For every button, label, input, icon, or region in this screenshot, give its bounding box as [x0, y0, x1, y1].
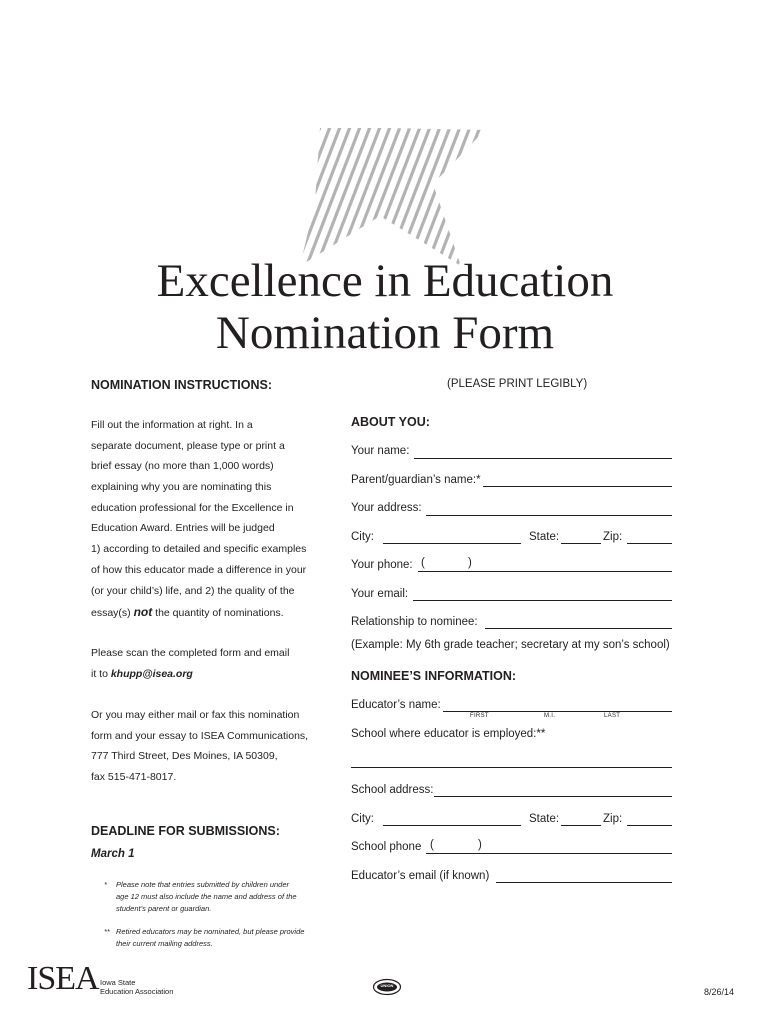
- parent-name-label: Parent/guardian’s name:*: [351, 474, 481, 486]
- educator-name-label: Educator’s name:: [351, 699, 441, 711]
- note-line: Please note that entries submitted by children under: [116, 880, 290, 889]
- parent-name-field[interactable]: [483, 486, 672, 487]
- city-field[interactable]: [383, 543, 521, 544]
- org-line: Education Association: [100, 986, 174, 996]
- school-address-field[interactable]: [434, 796, 672, 797]
- your-phone-field[interactable]: [418, 571, 672, 572]
- city-label: City:: [351, 531, 374, 543]
- mail-line: fax 515-471-8017.: [91, 771, 177, 784]
- phone-paren-open: (: [421, 557, 425, 569]
- your-address-label: Your address:: [351, 502, 422, 514]
- instruction-line: brief essay (no more than 1,000 words): [91, 460, 274, 473]
- mail-instructions: [91, 710, 308, 793]
- scan-line-email: [91, 669, 289, 690]
- instruction-line: education professional for the Excellence in: [91, 501, 294, 514]
- your-name-field[interactable]: [414, 458, 672, 459]
- note-line: their current mailing address.: [116, 939, 213, 948]
- star-logo-graphic: [275, 66, 485, 266]
- instruction-line: (or your child’s) life, and 2) the quality of the: [91, 584, 295, 597]
- instruction-line: Fill out the information at right. In a: [91, 419, 253, 431]
- educator-email-label: Educator’s email (if known): [351, 870, 490, 882]
- note-children: [116, 879, 316, 915]
- school-phone-paren-open: (: [430, 839, 434, 851]
- note-children-mark: *: [104, 880, 107, 889]
- deadline-date: March 1: [91, 848, 135, 860]
- about-you-heading: ABOUT YOU:: [351, 415, 430, 429]
- your-email-label: Your email:: [351, 588, 409, 600]
- school-city-field[interactable]: [383, 825, 521, 826]
- instruction-text: essay(s): [91, 607, 134, 620]
- educator-name-field[interactable]: [443, 711, 672, 712]
- school-zip-field[interactable]: [627, 825, 672, 826]
- emphasis-not: not: [133, 605, 153, 620]
- mail-line: Or you may either mail or fax this nomination: [91, 709, 300, 721]
- isea-org-name: [100, 979, 173, 996]
- note-retired-mark: **: [104, 927, 110, 936]
- instruction-line: explaining why you are nominating this: [91, 481, 272, 494]
- school-address-label: School address:: [351, 784, 434, 796]
- school-city-label: City:: [351, 813, 374, 825]
- mail-line: 777 Third Street, Des Moines, IA 50309,: [91, 750, 278, 763]
- form-title-line2: Nomination Form: [215, 307, 555, 359]
- note-line: student’s parent or guardian.: [116, 904, 212, 913]
- isea-logo: ISEA: [27, 960, 99, 997]
- school-employed-field[interactable]: [351, 767, 672, 768]
- union-label-icon: [372, 978, 402, 996]
- your-address-field[interactable]: [426, 515, 672, 516]
- scan-line: Please scan the completed form and email: [91, 647, 290, 659]
- school-phone-label: School phone: [351, 841, 422, 853]
- note-line: Retired educators may be nominated, but please provide: [116, 927, 305, 936]
- form-title-line1: Excellence in Education: [156, 255, 614, 307]
- instruction-line: of how this educator made a difference in your: [91, 563, 307, 576]
- school-zip-label: Zip:: [603, 813, 623, 825]
- state-label: State:: [529, 531, 560, 543]
- your-name-label: Your name:: [351, 445, 410, 457]
- state-field[interactable]: [561, 543, 601, 544]
- instructions-body: [91, 420, 306, 627]
- mail-line: form and your essay to ISEA Communications,: [91, 729, 309, 742]
- your-phone-label: Your phone:: [351, 559, 413, 571]
- revision-date: 8/26/14: [704, 987, 735, 997]
- instruction-text: the quantity of nominations.: [152, 607, 284, 620]
- relationship-field[interactable]: [485, 628, 672, 629]
- phone-paren-close: ): [468, 557, 472, 569]
- email-link[interactable]: khupp@isea.org: [110, 667, 193, 680]
- relationship-label: Relationship to nominee:: [351, 616, 478, 628]
- instruction-line: 1) according to detailed and specific examples: [91, 543, 307, 556]
- instruction-line: separate document, please type or print a: [91, 439, 285, 452]
- org-line: Iowa State: [100, 978, 136, 987]
- instructions-heading: NOMINATION INSTRUCTIONS:: [91, 378, 273, 392]
- first-name-caption: FIRST: [470, 713, 489, 719]
- school-state-field[interactable]: [561, 825, 601, 826]
- scan-instructions: [91, 648, 289, 689]
- deadline-heading: DEADLINE FOR SUBMISSIONS:: [91, 824, 280, 838]
- zip-label: Zip:: [603, 531, 623, 543]
- your-email-field[interactable]: [413, 600, 672, 601]
- print-legibly-note: (PLEASE PRINT LEGIBLY): [447, 378, 588, 390]
- note-retired: [116, 926, 326, 950]
- instruction-line-last: [91, 606, 306, 627]
- last-name-caption: LAST: [604, 713, 621, 719]
- note-line: age 12 must also include the name and address of the: [116, 892, 297, 901]
- nominee-heading: NOMINEE’S INFORMATION:: [351, 669, 517, 683]
- union-mark-text: UNION: [380, 983, 394, 988]
- school-phone-paren-close: ): [478, 839, 482, 851]
- zip-field[interactable]: [627, 543, 672, 544]
- relationship-example: (Example: My 6th grade teacher; secretary at my son’s school): [351, 639, 670, 651]
- middle-initial-caption: M.I.: [544, 713, 556, 719]
- educator-email-field[interactable]: [496, 882, 672, 883]
- school-phone-field[interactable]: [426, 853, 672, 854]
- school-employed-label: School where educator is employed:**: [351, 728, 546, 740]
- instruction-line: Education Award. Entries will be judged: [91, 522, 275, 535]
- school-state-label: State:: [529, 813, 560, 825]
- scan-text: it to: [91, 667, 111, 680]
